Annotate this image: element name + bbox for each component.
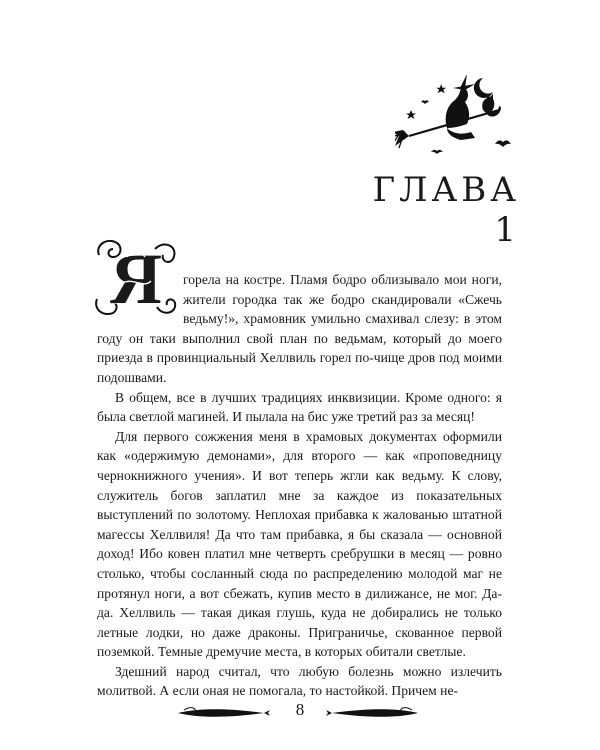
chapter-body — [97, 270, 502, 701]
paragraph: В общем, все в лучших традициях инквизиции. Кроме одного: я была светлой магиней. И пылала на бис уже третий раз за месяц! — [97, 389, 502, 425]
paragraph: Для первого сожжения меня в храмовых документах оформили как «одержимую демонами», для второго — как «проповедницу чернокнижного учения». И вот теперь жгли как ведьму. К слову, служитель богов заплатил мне за каждое из показательных выступлений по золотому. Неплохая прибавка к жалованью штатной магессы Хеллвиля! Да что там прибавка, я бы сказала — основной доход! Ибо ковен платил мне четверть сребрушки в месяц — ровно столько, чтобы сосланный сюда по распределению молодой маг не протянул ноги, а вот сбежать, купив место в дилижансе, не мог. Да-да. Хеллвиль — такая дикая глушь, куда не добирались не только летные лодки, но даже драконы. Приграничье, скованное первой поземкой. Темные дремучие места, в которых обитали светлые. — [97, 428, 502, 660]
page-number: 8 — [295, 700, 305, 719]
paragraph: Здешний народ считал, что любую болезнь можно излечить молитвой. А если оная не помогала, то настойкой. Причем не- — [97, 663, 502, 699]
drop-cap-glyph: Я — [110, 239, 162, 319]
chapter-title: ГЛАВА 1 — [372, 170, 520, 250]
page-footer — [0, 700, 600, 724]
paragraph-text: горела на костре. Пламя бодро облизывало мои ноги, жители городка так же бодро скандировали «Сжечь ведьму!», храмовник умильно смахивал слезу: в этом году он таки выполнил свой план по ведьмам, который до моего приезда в провинциальный Хеллвиль горел по‑чище дров под моими подошвами. — [97, 272, 502, 385]
drop-cap-spacer — [97, 266, 183, 326]
witch-on-broom-icon — [395, 66, 515, 166]
footer-ornament-left-icon — [178, 706, 270, 720]
footer-ornament-right-icon — [326, 706, 418, 720]
paragraph — [97, 270, 502, 388]
